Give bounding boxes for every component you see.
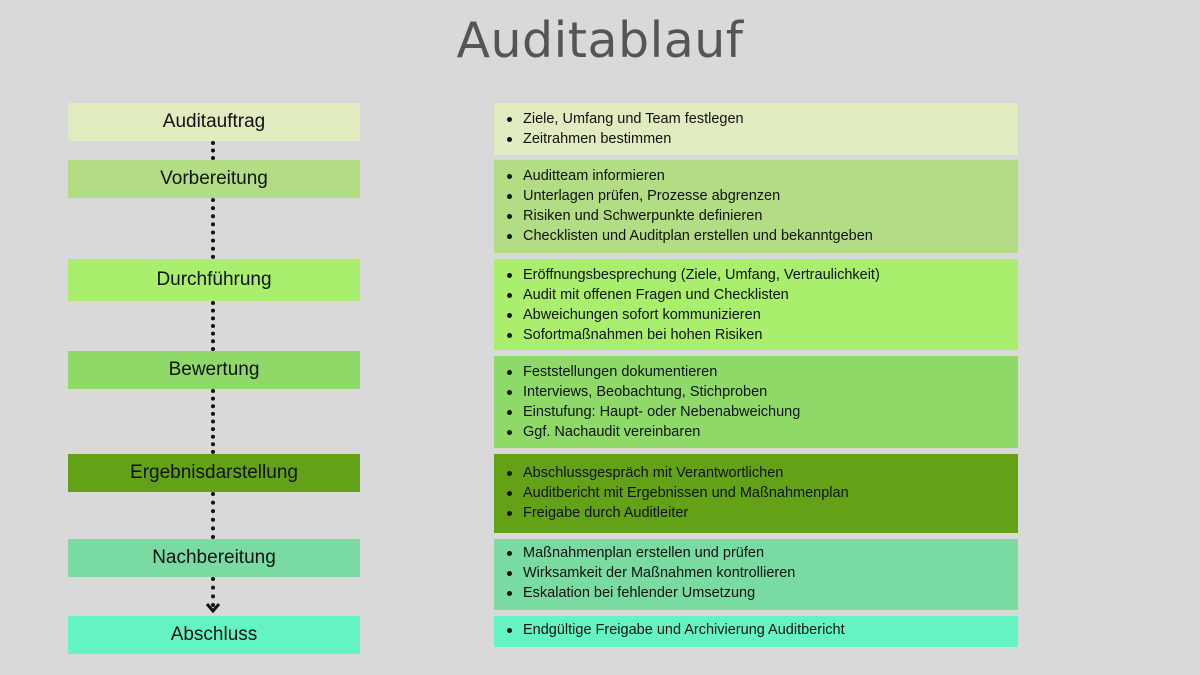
stage-abschluss — [68, 616, 360, 654]
arrow-down-icon — [205, 602, 221, 614]
stage-label: Auditauftrag — [162, 111, 266, 132]
detail-item: Eröffnungsbesprechung (Ziele, Umfang, Vertraulichkeit) — [523, 265, 1018, 285]
detail-item: Freigabe durch Auditleiter — [523, 503, 1018, 523]
detail-item: Endgültige Freigabe und Archivierung Auditbericht — [523, 620, 1018, 640]
detail-item: Audit mit offenen Fragen und Checklisten — [523, 285, 1018, 305]
detail-item: Unterlagen prüfen, Prozesse abgrenzen — [523, 186, 1018, 206]
stage-label: Durchführung — [156, 269, 272, 290]
stage-vorbereitung — [68, 160, 360, 198]
detail-item: Interviews, Beobachtung, Stichproben — [523, 382, 1018, 402]
page-title: Auditablauf — [456, 12, 744, 69]
flow-connector — [211, 301, 215, 351]
detail-item: Abweichungen sofort kommunizieren — [523, 305, 1018, 325]
detail-item: Checklisten und Auditplan erstellen und bekanntgeben — [523, 226, 1018, 246]
detail-item: Einstufung: Haupt- oder Nebenabweichung — [523, 402, 1018, 422]
detail-item: Auditbericht mit Ergebnissen und Maßnahmenplan — [523, 483, 1018, 503]
flow-connector — [211, 389, 215, 454]
stage-label: Bewertung — [168, 359, 260, 380]
stage-label: Abschluss — [170, 624, 258, 645]
details-bewertung — [494, 356, 1018, 448]
detail-item: Sofortmaßnahmen bei hohen Risiken — [523, 325, 1018, 345]
detail-item: Wirksamkeit der Maßnahmen kontrollieren — [523, 563, 1018, 583]
detail-item: Zeitrahmen bestimmen — [523, 129, 1018, 149]
details-abschluss — [494, 616, 1018, 647]
flow-connector — [211, 141, 215, 160]
stage-label: Vorbereitung — [160, 168, 268, 189]
detail-item: Auditteam informieren — [523, 166, 1018, 186]
detail-item: Ggf. Nachaudit vereinbaren — [523, 422, 1018, 442]
stage-nachbereitung — [68, 539, 360, 577]
details-durchfuehrung — [494, 259, 1018, 350]
flow-connector — [211, 198, 215, 259]
stage-durchfuehrung — [68, 259, 360, 301]
detail-item: Maßnahmenplan erstellen und prüfen — [523, 543, 1018, 563]
stage-label: Ergebnisdarstellung — [130, 462, 298, 483]
stage-auditauftrag — [68, 103, 360, 141]
detail-item: Ziele, Umfang und Team festlegen — [523, 109, 1018, 129]
stage-label: Nachbereitung — [152, 547, 276, 568]
flow-connector — [211, 492, 215, 539]
details-auditauftrag — [494, 103, 1018, 155]
details-nachbereitung — [494, 539, 1018, 610]
stage-ergebnisdarstellung — [68, 454, 360, 492]
detail-item: Eskalation bei fehlender Umsetzung — [523, 583, 1018, 603]
detail-item: Risiken und Schwerpunkte definieren — [523, 206, 1018, 226]
detail-item: Feststellungen dokumentieren — [523, 362, 1018, 382]
stage-bewertung — [68, 351, 360, 389]
details-ergebnisdarstellung — [494, 454, 1018, 533]
details-vorbereitung — [494, 160, 1018, 253]
detail-item: Abschlussgespräch mit Verantwortlichen — [523, 463, 1018, 483]
